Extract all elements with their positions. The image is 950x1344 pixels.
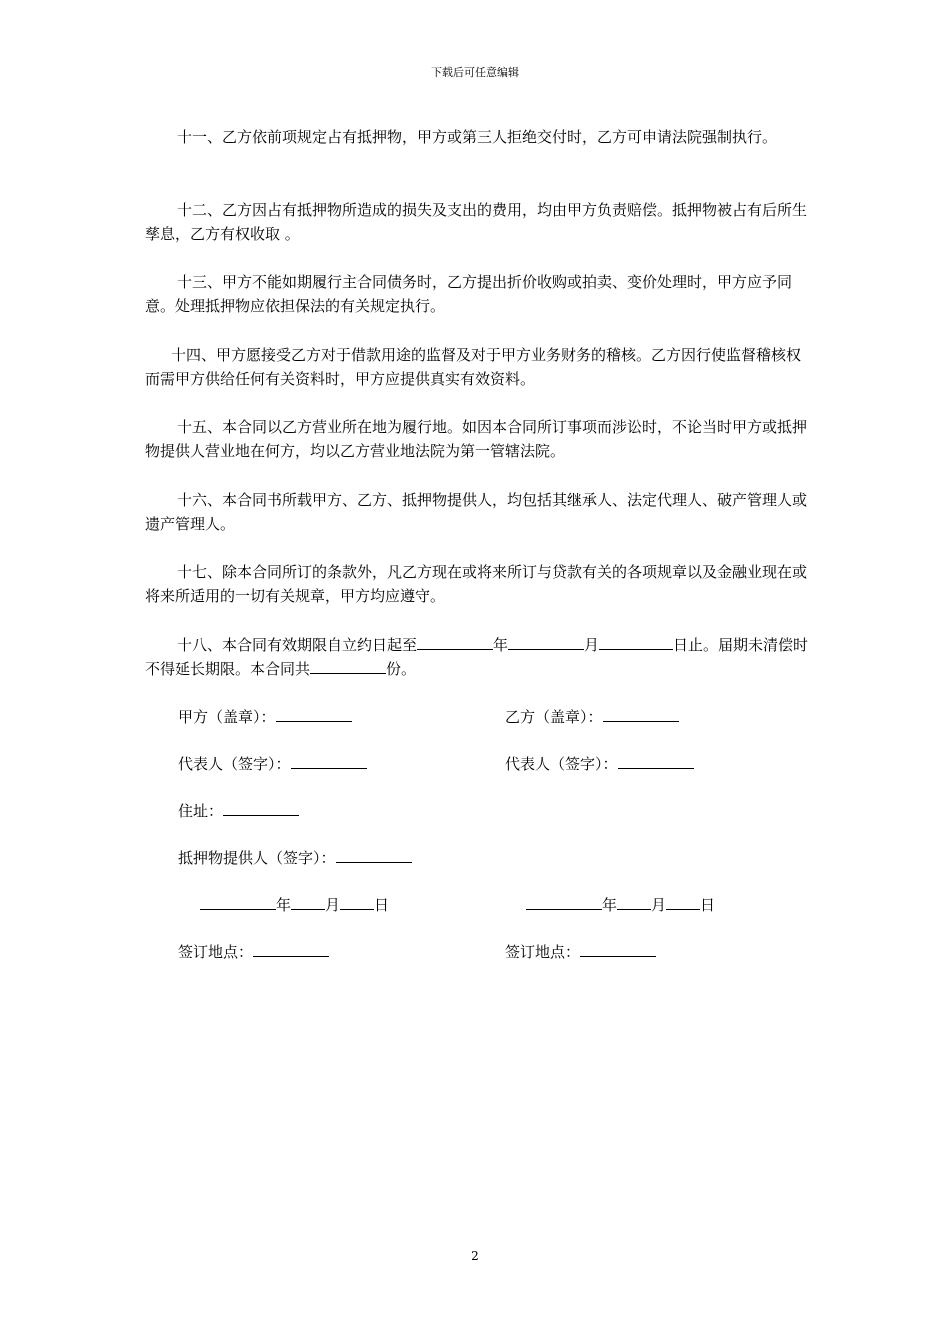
rep-a-line: 代表人（签字）： xyxy=(178,752,367,774)
rep-b-line: 代表人（签字）： xyxy=(505,752,694,774)
date-b-day-blank[interactable] xyxy=(666,893,700,910)
address-blank[interactable] xyxy=(223,799,299,816)
clause-12: 十二、乙方因占有抵押物所造成的损失及支出的费用，均由甲方负责赔偿。抵押物被占有后所生孳息，乙方有权收取 。 xyxy=(145,201,808,243)
clause-15: 十五、本合同以乙方营业所在地为履行地。如因本合同所订事项而涉讼时，不论当时甲方或抵押物提供人营业地在何方，均以乙方营业地法院为第一管辖法院。 xyxy=(145,418,808,460)
clause-18: 十八、本合同有效期限自立约日起至 年 月 日止。届期未清偿时不得延长期限。本合同共 份。 xyxy=(145,633,810,681)
address-line: 住址： xyxy=(178,799,299,821)
rep-a-blank[interactable] xyxy=(291,752,367,769)
clause-14: 十四、甲方愿接受乙方对于借款用途的监督及对于甲方业务财务的稽核。乙方因行使监督稽核权而需甲方供给任何有关资料时，甲方应提供真实有效资料。 xyxy=(145,346,802,388)
clause-11: 十一、乙方依前项规定占有抵押物，甲方或第三人拒绝交付时，乙方可申请法院强制执行。 xyxy=(177,128,778,146)
date-b-year-blank[interactable] xyxy=(526,893,602,910)
party-b-seal-line: 乙方（盖章）： xyxy=(505,705,679,727)
party-a-seal-line: 甲方（盖章）： xyxy=(178,705,352,727)
place-a-blank[interactable] xyxy=(253,940,329,957)
date-a-year-blank[interactable] xyxy=(200,893,276,910)
place-b-line: 签订地点： xyxy=(505,940,656,962)
date-line-a: 年 月 日 xyxy=(200,893,389,915)
party-a-blank[interactable] xyxy=(276,705,352,722)
place-a-line: 签订地点： xyxy=(178,940,329,962)
page-number: 2 xyxy=(471,1249,479,1263)
year-blank[interactable] xyxy=(417,633,493,650)
month-blank[interactable] xyxy=(508,633,584,650)
place-b-blank[interactable] xyxy=(580,940,656,957)
date-line-b: 年 月 日 xyxy=(526,893,715,915)
date-a-month-blank[interactable] xyxy=(291,893,325,910)
party-b-blank[interactable] xyxy=(603,705,679,722)
date-b-month-blank[interactable] xyxy=(617,893,651,910)
clause-16: 十六、本合同书所载甲方、乙方、抵押物提供人，均包括其继承人、法定代理人、破产管理人或遗产管理人。 xyxy=(145,491,808,533)
provider-blank[interactable] xyxy=(336,846,412,863)
provider-line: 抵押物提供人（签字）： xyxy=(178,846,412,868)
copies-blank[interactable] xyxy=(310,657,386,674)
page-header: 下载后可任意编辑 xyxy=(431,66,519,79)
clause-13: 十三、甲方不能如期履行主合同债务时，乙方提出折价收购或拍卖、变价处理时，甲方应予同意。处理抵押物应依担保法的有关规定执行。 xyxy=(145,273,793,315)
date-a-day-blank[interactable] xyxy=(340,893,374,910)
rep-b-blank[interactable] xyxy=(618,752,694,769)
clause-17: 十七、除本合同所订的条款外，凡乙方现在或将来所订与贷款有关的各项规章以及金融业现在或将来所适用的一切有关规章，甲方均应遵守。 xyxy=(145,563,808,605)
day-blank[interactable] xyxy=(599,633,673,650)
